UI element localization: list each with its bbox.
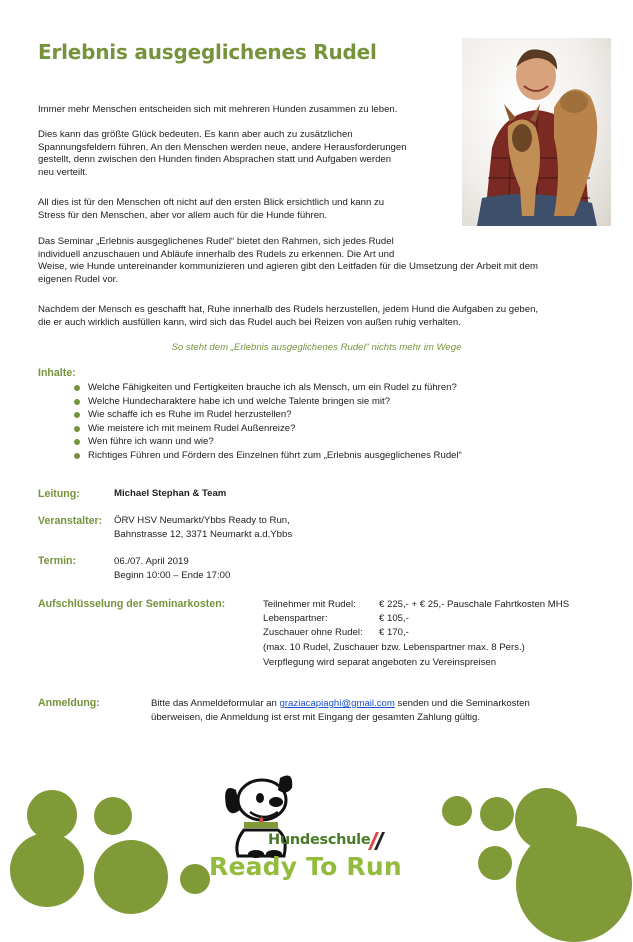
decor-dot-left-4 — [94, 840, 168, 914]
anmeldung-line-1 — [151, 697, 530, 711]
bullet-icon — [74, 426, 80, 432]
bullet-icon — [74, 385, 80, 391]
paragraph-2 — [38, 129, 407, 179]
tagline: So steht dem „Erlebnis ausgeglichenes Rudel“ nichts mehr im Wege — [171, 342, 462, 353]
paragraph-2-line-3: gestellt, denn zwischen den Hunden finden Absprachen statt und Aufgaben werden — [38, 154, 392, 166]
list-item — [72, 408, 462, 422]
paragraph-2-line-2: Spannungsfeldern führen. An den Menschen werden neue, andere Herausforderungen — [38, 141, 407, 153]
email-link[interactable]: graziacapiaghi@gmail.com — [279, 698, 395, 709]
decor-dot-right-4 — [516, 826, 632, 942]
kosten-row-name: Lebenspartner: — [263, 613, 328, 624]
paragraph-4-line-2: individuell anzuschauen und Abläufe innerhalb des Rudels zu erkennen. Die Art und — [38, 248, 395, 260]
list-item-text: Wie meistere ich mit meinem Rudel Außenreize? — [88, 422, 296, 434]
list-item-text: Welche Fähigkeiten und Fertigkeiten brauche ich als Mensch, um ein Rudel zu führen? — [88, 382, 457, 393]
veranstalter-line-1: ÖRV HSV Neumarkt/Ybbs Ready to Run, — [114, 515, 290, 526]
paragraph-5 — [38, 304, 538, 329]
intro-line: Immer mehr Menschen entscheiden sich mit mehreren Hunden zusammen zu leben. — [38, 104, 398, 115]
kosten-row-price: € 170,- — [379, 627, 409, 638]
bullet-icon — [74, 399, 80, 405]
paragraph-3-line-2: Stress für den Menschen, aber vor allem auch für die Hunde führen. — [38, 209, 328, 221]
anmeldung-line-2: überweisen, die Anmeldung ist erst mit Eingang der gesamten Zahlung gültig. — [151, 712, 481, 723]
kosten-note-2: Verpflegung wird separat angeboten zu Vereinspreisen — [263, 657, 497, 668]
list-item-text: Richtiges Führen und Fördern des Einzelnen führt zum „Erlebnis ausgeglichenes Rudel“ — [88, 449, 462, 461]
kosten-row-name: Zuschauer ohne Rudel: — [263, 627, 363, 638]
decor-dot-left-3 — [10, 833, 84, 907]
inhalte-list — [72, 381, 462, 462]
paragraph-4-line-4: eigenen Rudel vor. — [38, 273, 119, 285]
veranstalter-label: Veranstalter: — [38, 515, 103, 527]
paragraph-4-line-1: Das Seminar „Erlebnis ausgeglichenes Rudel“ bietet den Rahmen, sich jedes Rudel — [38, 236, 394, 247]
paragraph-3 — [38, 197, 384, 222]
paragraph-2-line-4: neu verteilt. — [38, 166, 88, 178]
inhalte-label: Inhalte: — [38, 367, 76, 379]
veranstalter-line-2: Bahnstrasse 12, 3371 Neumarkt a.d.Ybbs — [114, 529, 293, 540]
list-item — [72, 422, 462, 436]
leitung-label: Leitung: — [38, 488, 80, 500]
logo-line-1: Hundeschule — [268, 832, 371, 848]
list-item-text: Welche Hundecharaktere habe ich und welche Talente bringen sie mit? — [88, 395, 391, 407]
stripes-icon — [366, 832, 388, 850]
paragraph-4 — [38, 236, 538, 286]
list-item — [72, 395, 462, 409]
anmeldung-text: senden und die Seminarkosten — [394, 698, 530, 709]
anmeldung-text: Bitte das Anmeldeformular an — [151, 698, 280, 709]
paragraph-2-line-1: Dies kann das größte Glück bedeuten. Es kann aber auch zu zusätzlichen — [38, 129, 353, 140]
termin-time: Beginn 10:00 – Ende 17:00 — [114, 570, 231, 581]
anmeldung-label: Anmeldung: — [38, 697, 100, 709]
decor-dot-left-5 — [180, 864, 210, 894]
list-item-text: Wie schaffe ich es Ruhe im Rudel herzustellen? — [88, 409, 292, 420]
paragraph-4-line-3: Weise, wie Hunde untereinander kommunizieren und agieren gibt den Leitfaden für die Umsetzung der Arbeit mit dem — [38, 261, 539, 273]
list-item-text: Wen führe ich wann und wie? — [88, 436, 214, 447]
logo-line-2: Ready To Run — [209, 852, 402, 881]
termin-label: Termin: — [38, 555, 77, 567]
leitung-value: Michael Stephan & Team — [114, 488, 227, 499]
bullet-icon — [74, 439, 80, 445]
intro-paragraph — [38, 104, 397, 117]
kosten-row-name: Teilnehmer mit Rudel: — [263, 599, 356, 610]
paragraph-5-line-1: Nachdem der Mensch es geschafft hat, Ruhe innerhalb des Rudels herzustellen, jedem Hund die Aufgaben zu geben, — [38, 304, 539, 315]
list-item — [72, 381, 462, 395]
decor-dot-right-5 — [478, 846, 512, 880]
decor-dot-right-1 — [442, 796, 472, 826]
photo-man-with-dogs — [462, 38, 611, 226]
decor-dot-right-2 — [480, 797, 514, 831]
kosten-note-1: (max. 10 Rudel, Zuschauer bzw. Lebenspartner max. 8 Pers.) — [263, 642, 525, 653]
kosten-label: Aufschlüsselung der Seminarkosten: — [38, 598, 226, 610]
bullet-icon — [74, 453, 80, 459]
paragraph-5-line-2: die er auch wirklich ausfüllen kann, wird sich das Rudel auch bei Reizen von außen ruhig verhalten. — [38, 316, 461, 328]
list-item — [72, 435, 462, 449]
termin-date: 06./07. April 2019 — [114, 556, 189, 567]
list-item — [72, 449, 462, 463]
kosten-row-price: € 105,- — [379, 613, 409, 624]
kosten-row-price: € 225,- + € 25,- Pauschale Fahrtkosten MHS — [379, 599, 570, 610]
decor-dot-left-2 — [94, 797, 132, 835]
paragraph-3-line-1: All dies ist für den Menschen oft nicht auf den ersten Blick ersichtlich und kann zu — [38, 197, 385, 208]
page-title: Erlebnis ausgeglichenes Rudel — [38, 40, 377, 64]
bullet-icon — [74, 412, 80, 418]
